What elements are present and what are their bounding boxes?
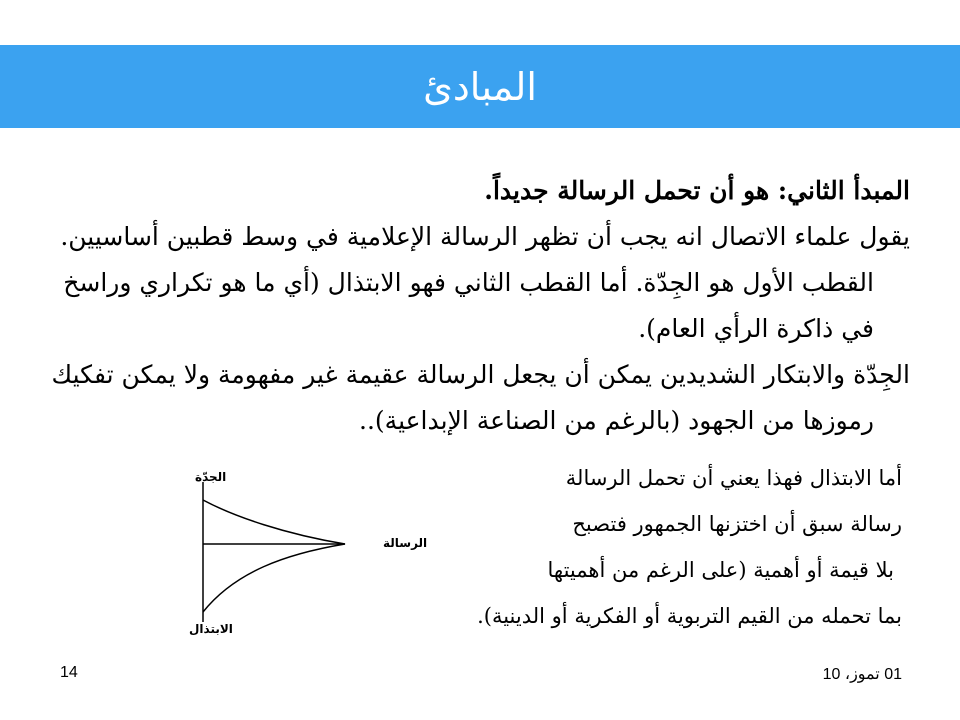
principle-heading: المبدأ الثاني: هو أن تحمل الرسالة جديداً. <box>484 176 910 205</box>
banality-line-3: بلا قيمة أو أهمية (على الرغم من أهميتها <box>547 558 894 582</box>
footer-date: 01 تموز، 10 <box>822 666 902 683</box>
slide-body <box>50 168 910 444</box>
banality-text-block <box>477 455 902 639</box>
diagram-label-message: الرسالة <box>383 536 428 550</box>
diagram-curve <box>203 500 345 612</box>
title-bar <box>0 45 960 128</box>
paragraph-novelty: الجِدّة والابتكار الشديدين يمكن أن يجعل الرسالة عقيمة غير مفهومة ولا يمكن تفكيك رموزها من الجهود (بالرغم من الصناعة الإبداعية).. <box>51 360 910 435</box>
banality-line-4: بما تحمله من القيم التربوية أو الفكرية أو الدينية). <box>477 604 902 628</box>
diagram-label-banality: الابتذال <box>189 622 233 636</box>
message-poles-diagram <box>175 462 455 652</box>
slide-title: المبادئ <box>423 64 537 109</box>
diagram-label-novelty: الجدّة <box>195 470 227 484</box>
page-number: 14 <box>60 664 78 681</box>
paragraph-poles: يقول علماء الاتصال انه يجب أن تظهر الرسالة الإعلامية في وسط قطبين أساسيين. القطب الأول هو الجِدّة. أما القطب الثاني فهو الابتذال (أي ما هو تكراري وراسخ في ذاكرة الرأي العام). <box>60 222 910 343</box>
banality-line-1: أما الابتذال فهذا يعني أن تحمل الرسالة <box>565 466 902 490</box>
banality-line-2: رسالة سبق أن اختزنها الجمهور فتصبح <box>572 512 902 536</box>
